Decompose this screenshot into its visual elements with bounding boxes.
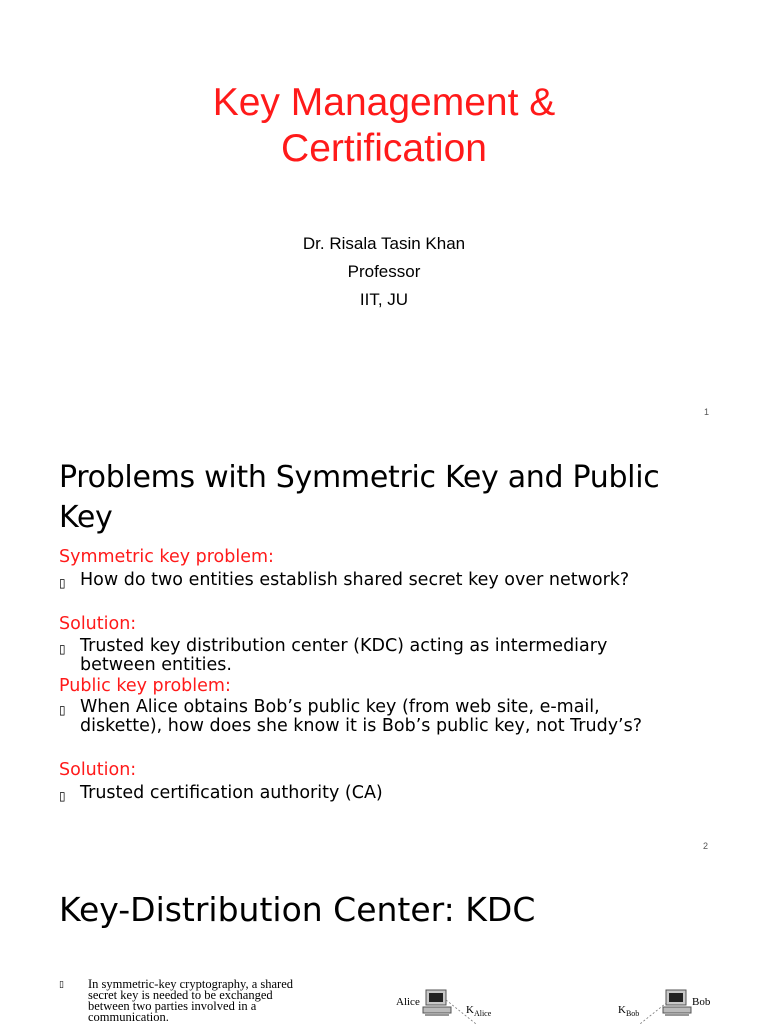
k-alice-symbol: K [466, 1004, 474, 1016]
slide1-title-line2: Certification [281, 127, 487, 170]
slide3-title: Key-Distribution Center: KDC [59, 890, 536, 929]
slide1-title [0, 80, 768, 172]
solution2-heading: Solution: [59, 760, 137, 780]
symmetric-key-item [59, 571, 760, 590]
slide2-title-line1: Problems with Symmetric Key and Public [59, 460, 660, 495]
k-bob-label [618, 1004, 639, 1016]
solution2-item-text: Trusted certification authority (CA) [80, 783, 383, 803]
k-bob-symbol: K [618, 1004, 626, 1016]
public-key-line1: When Alice obtains Bob’s public key (from web site, e-mail, [80, 697, 600, 717]
slide1-title-line1: Key Management & [212, 81, 556, 124]
public-key-line2: diskette), how does she know it is Bob’s public key, not Trudy’s? [80, 716, 643, 736]
alice-label: Alice [396, 996, 420, 1008]
author-position: Professor [347, 262, 421, 281]
k-alice-subscript: Alice [473, 1009, 492, 1018]
symmetric-key-item-text: How do two entities establish shared secret key over network? [80, 570, 630, 590]
kdc-intro-line4: communication. [88, 1010, 169, 1024]
k-alice-label [466, 1004, 491, 1016]
bullet-box-icon: ▯ [59, 576, 66, 590]
solution1-line1: Trusted key distribution center (KDC) acting as intermediary [80, 636, 608, 656]
computer-icon [660, 988, 694, 1018]
solution1-line2: between entities. [80, 655, 232, 675]
bullet-box-icon: ▯ [59, 980, 64, 990]
kdc-intro-paragraph [88, 979, 374, 1023]
bullet-box-icon: ▯ [59, 703, 66, 717]
kdc-intro-line1: In symmetric-key cryptography, a shared [88, 977, 294, 991]
author-name: Dr. Risala Tasin Khan [302, 234, 466, 253]
slide1-author-block [0, 230, 768, 314]
k-bob-subscript: Bob [625, 1009, 640, 1018]
slide2-title-line2: Key [59, 500, 113, 535]
kdc-intro-line3: between two parties involved in a [88, 999, 257, 1013]
bob-label: Bob [692, 996, 711, 1008]
public-key-item [59, 698, 760, 736]
symmetric-key-heading: Symmetric key problem: [59, 547, 274, 567]
slide2-title [59, 458, 739, 538]
bullet-box-icon: ▯ [59, 789, 66, 803]
slide2-page-number: 2 [703, 841, 709, 851]
author-affiliation: IIT, JU [359, 290, 409, 309]
solution1-item [59, 637, 760, 675]
slide1-page-number: 1 [704, 407, 710, 417]
bullet-box-icon: ▯ [59, 642, 66, 656]
solution1-heading: Solution: [59, 614, 137, 634]
solution2-item [59, 784, 760, 803]
kdc-intro-line2: secret key is needed to be exchanged [88, 988, 273, 1002]
public-key-heading: Public key problem: [59, 676, 231, 696]
